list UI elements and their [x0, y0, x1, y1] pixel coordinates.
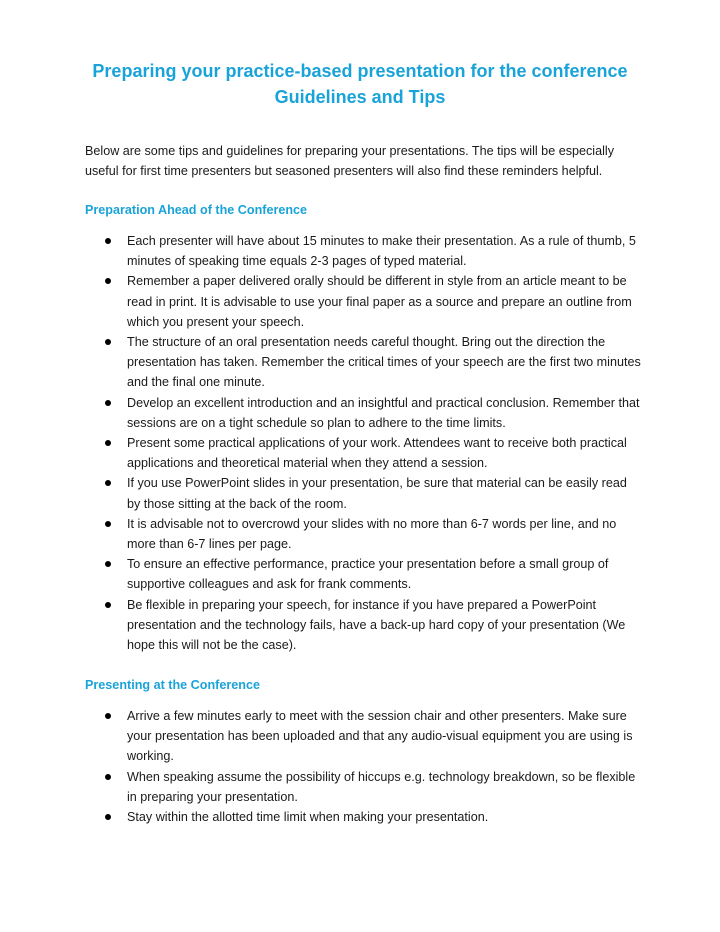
list-item: It is advisable not to overcrowd your slides with no more than 6-7 words per line, and no more than 6-7 lines per page. — [0, 514, 720, 554]
preparation-bullet-list — [0, 231, 720, 655]
list-item: Arrive a few minutes early to meet with the session chair and other presenters. Make sure your presentation has been uploaded and that any audio-visual equipment you are using is working. — [0, 706, 720, 767]
bullet-icon — [105, 561, 111, 567]
bullet-icon — [105, 238, 111, 244]
list-item: When speaking assume the possibility of hiccups e.g. technology breakdown, so be flexible in preparing your presentation. — [0, 767, 720, 807]
bullet-icon — [105, 480, 111, 486]
bullet-icon — [105, 400, 111, 406]
list-item: If you use PowerPoint slides in your presentation, be sure that material can be easily read by those sitting at the back of the room. — [0, 473, 720, 513]
bullet-icon — [105, 521, 111, 527]
list-item: Each presenter will have about 15 minutes to make their presentation. As a rule of thumb, 5 minutes of speaking time equals 2-3 pages of typed material. — [0, 231, 720, 271]
list-item: Stay within the allotted time limit when making your presentation. — [0, 807, 720, 827]
bullet-icon — [105, 713, 111, 719]
document-title — [60, 58, 660, 110]
bullet-icon — [105, 339, 111, 345]
intro-paragraph: Below are some tips and guidelines for preparing your presentations. The tips will be especially useful for first time presenters but seasoned presenters will also find these reminders helpful. — [85, 144, 614, 179]
presenting-bullet-list — [0, 706, 720, 827]
section-heading-presenting: Presenting at the Conference — [85, 678, 260, 692]
list-item: Be flexible in preparing your speech, for instance if you have prepared a PowerPoint presentation and the technology fails, have a back-up hard copy of your presentation (We hope this will not be the case). — [0, 595, 720, 656]
title-line-1: Preparing your practice-based presentation for the conference — [92, 61, 628, 81]
list-item: Present some practical applications of your work. Attendees want to receive both practical applications and theoretical material when they attend a session. — [0, 433, 720, 473]
list-item: To ensure an effective performance, practice your presentation before a small group of supportive colleagues and ask for frank comments. — [0, 554, 720, 594]
bullet-icon — [105, 814, 111, 820]
list-item: The structure of an oral presentation needs careful thought. Bring out the direction the presentation has taken. Remember the critical times of your speech are the first two minutes and the final one minute. — [0, 332, 720, 393]
bullet-icon — [105, 278, 111, 284]
bullet-icon — [105, 774, 111, 780]
bullet-icon — [105, 602, 111, 608]
section-heading-preparation: Preparation Ahead of the Conference — [85, 203, 308, 217]
list-item: Remember a paper delivered orally should be different in style from an article meant to be read in print. It is advisable to use your final paper as a source and prepare an outline from which you present your speech. — [0, 271, 720, 332]
title-line-2: Guidelines and Tips — [274, 87, 446, 107]
list-item: Develop an excellent introduction and an insightful and practical conclusion. Remember that sessions are on a tight schedule so plan to adhere to the time limits. — [0, 393, 720, 433]
bullet-icon — [105, 440, 111, 446]
